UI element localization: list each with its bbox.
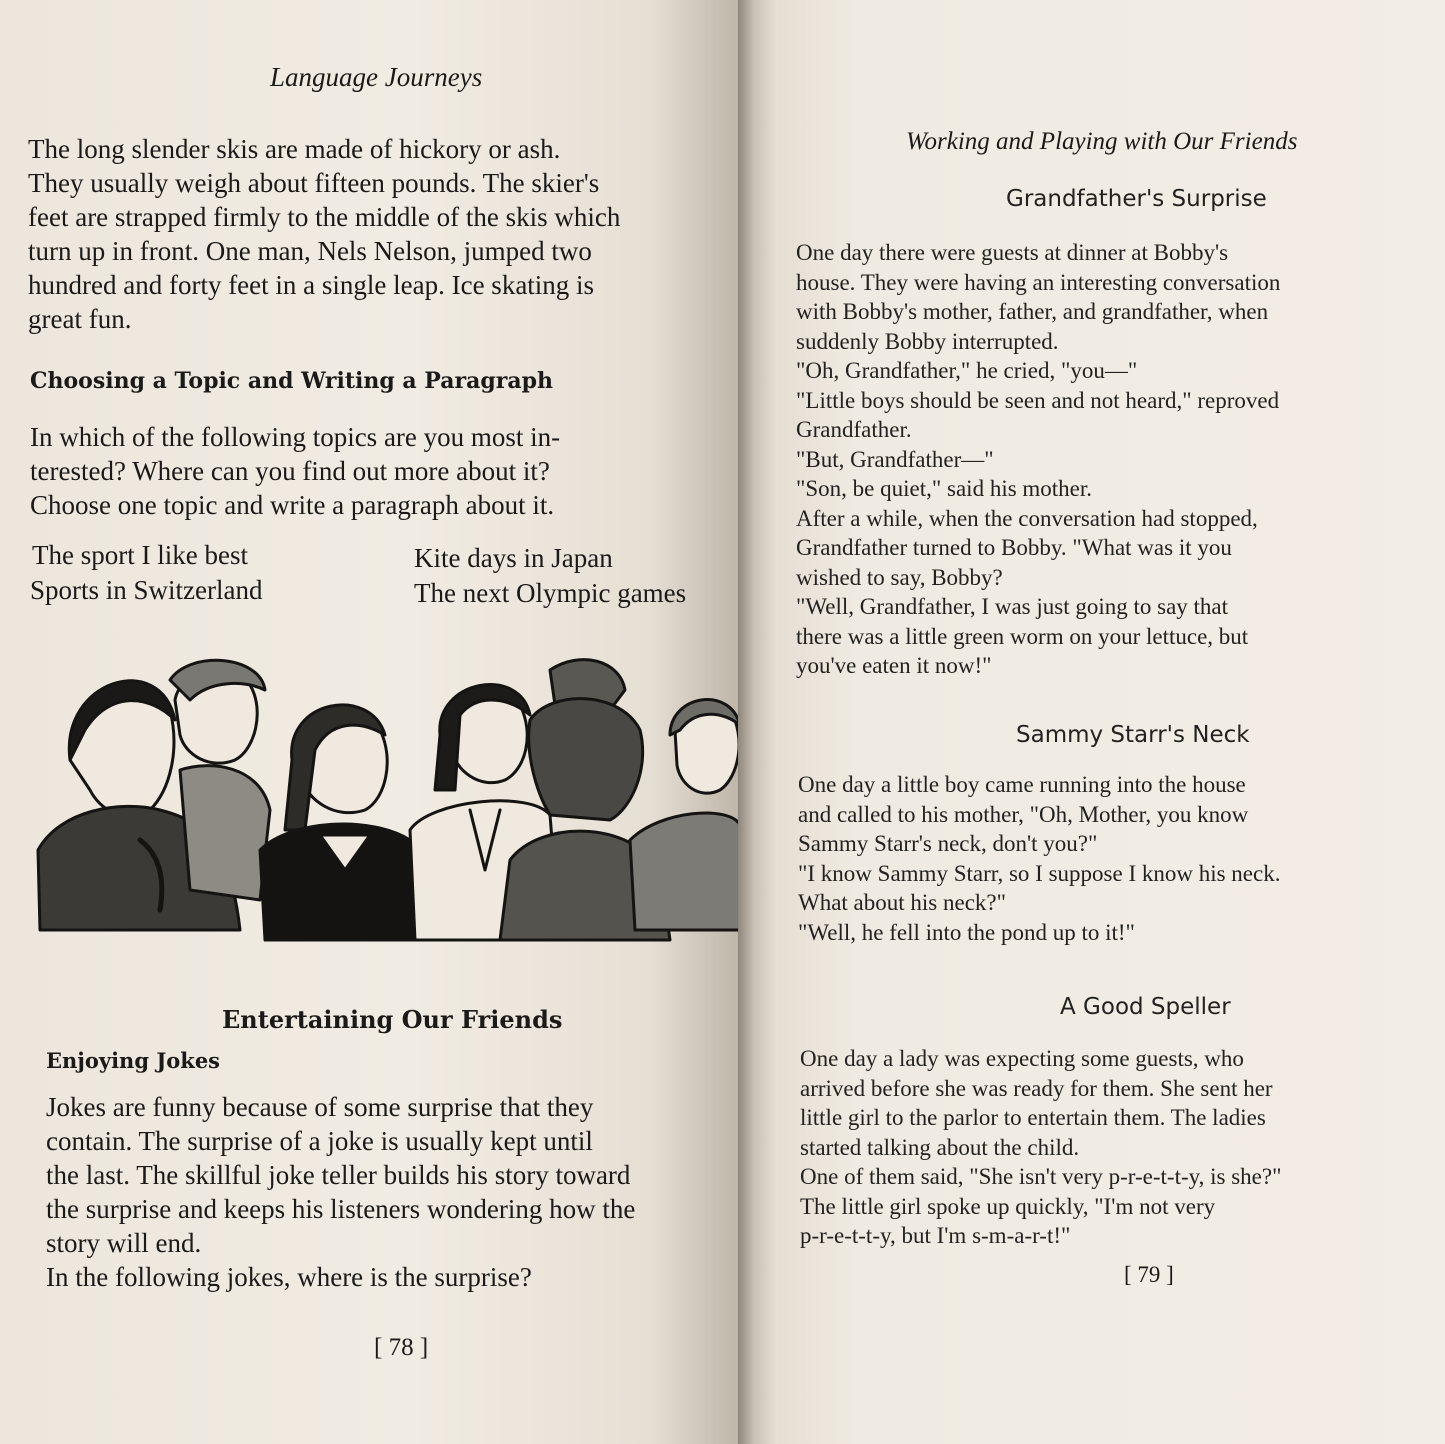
children-illustration [30, 640, 740, 960]
topic-item: The next Olympic games [414, 578, 687, 608]
left-running-header: Language Journeys [270, 62, 483, 92]
topic-section-heading: Choosing a Topic and Writing a Paragraph [30, 368, 553, 394]
topic-instructions: In which of the following topics are you most in- terested? Where can you find out more about it? Choose one topic and write a paragraph about it. [30, 422, 561, 520]
story-title: Sammy Starr's Neck [1016, 722, 1250, 748]
skis-paragraph: The long slender skis are made of hickory or ash. They usually weigh about fifteen pounds. The skier's feet are strapped firmly to the middle of the skis which turn up in front. One man, Nels Nelson, jumped two hundred and forty feet in a single leap. Ice skating is great fun. [28, 134, 621, 334]
entertaining-heading: Entertaining Our Friends [222, 1005, 563, 1034]
right-page [778, 0, 1445, 1444]
right-running-header: Working and Playing with Our Friends [906, 128, 1298, 155]
jokes-paragraph: Jokes are funny because of some surprise that they contain. The surprise of a joke is usually kept until the last. The skillful joke teller builds his story toward the surprise and keeps his listeners wondering how the story will end. In the following jokes, where is the surprise? [46, 1092, 636, 1292]
topic-item: Sports in Switzerland [30, 575, 263, 605]
story-title: Grandfather's Surprise [1006, 186, 1267, 212]
book-gutter [738, 0, 778, 1444]
topic-item: The sport I like best [32, 540, 248, 570]
left-page-number: [ 78 ] [374, 1334, 429, 1361]
story-title: A Good Speller [1060, 994, 1231, 1020]
topic-item: Kite days in Japan [414, 543, 613, 573]
story-text: One day a lady was expecting some guests, who arrived before she was ready for them. She sent her little girl to the parlor to entertain them. The ladies started talking about the child. One of them said, "She isn't very p-r-e-t-t-y, is she?" The little girl spoke up quickly, "I'm not very p-r-e-t-t-y, but I'm s-m-a-r-t!" [800, 1046, 1282, 1248]
story-text: One day there were guests at dinner at Bobby's house. They were having an interesting conversation with Bobby's mother, father, and grandfather, when suddenly Bobby interrupted. "Oh, Grandfather," he cried, "you—" "Little boys should be seen and not heard," reproved Grandfather. "But, Grandfather—" "Son, be quiet," said his mother. After a while, when the conversation had stopped, Grandfather turned to Bobby. "What was it you wished to say, Bobby? "Well, Grandfather, I was just going to say that there was a little green worm on your lettuce, but you've eaten it now!" [796, 240, 1281, 678]
story-text: One day a little boy came running into the house and called to his mother, "Oh, Mother, you know Sammy Starr's neck, don't you?" "I know Sammy Starr, so I suppose I know his neck. What about his neck?" "Well, he fell into the pond up to it!" [798, 772, 1281, 945]
right-page-number: [ 79 ] [1124, 1262, 1174, 1287]
jokes-heading: Enjoying Jokes [46, 1048, 220, 1073]
